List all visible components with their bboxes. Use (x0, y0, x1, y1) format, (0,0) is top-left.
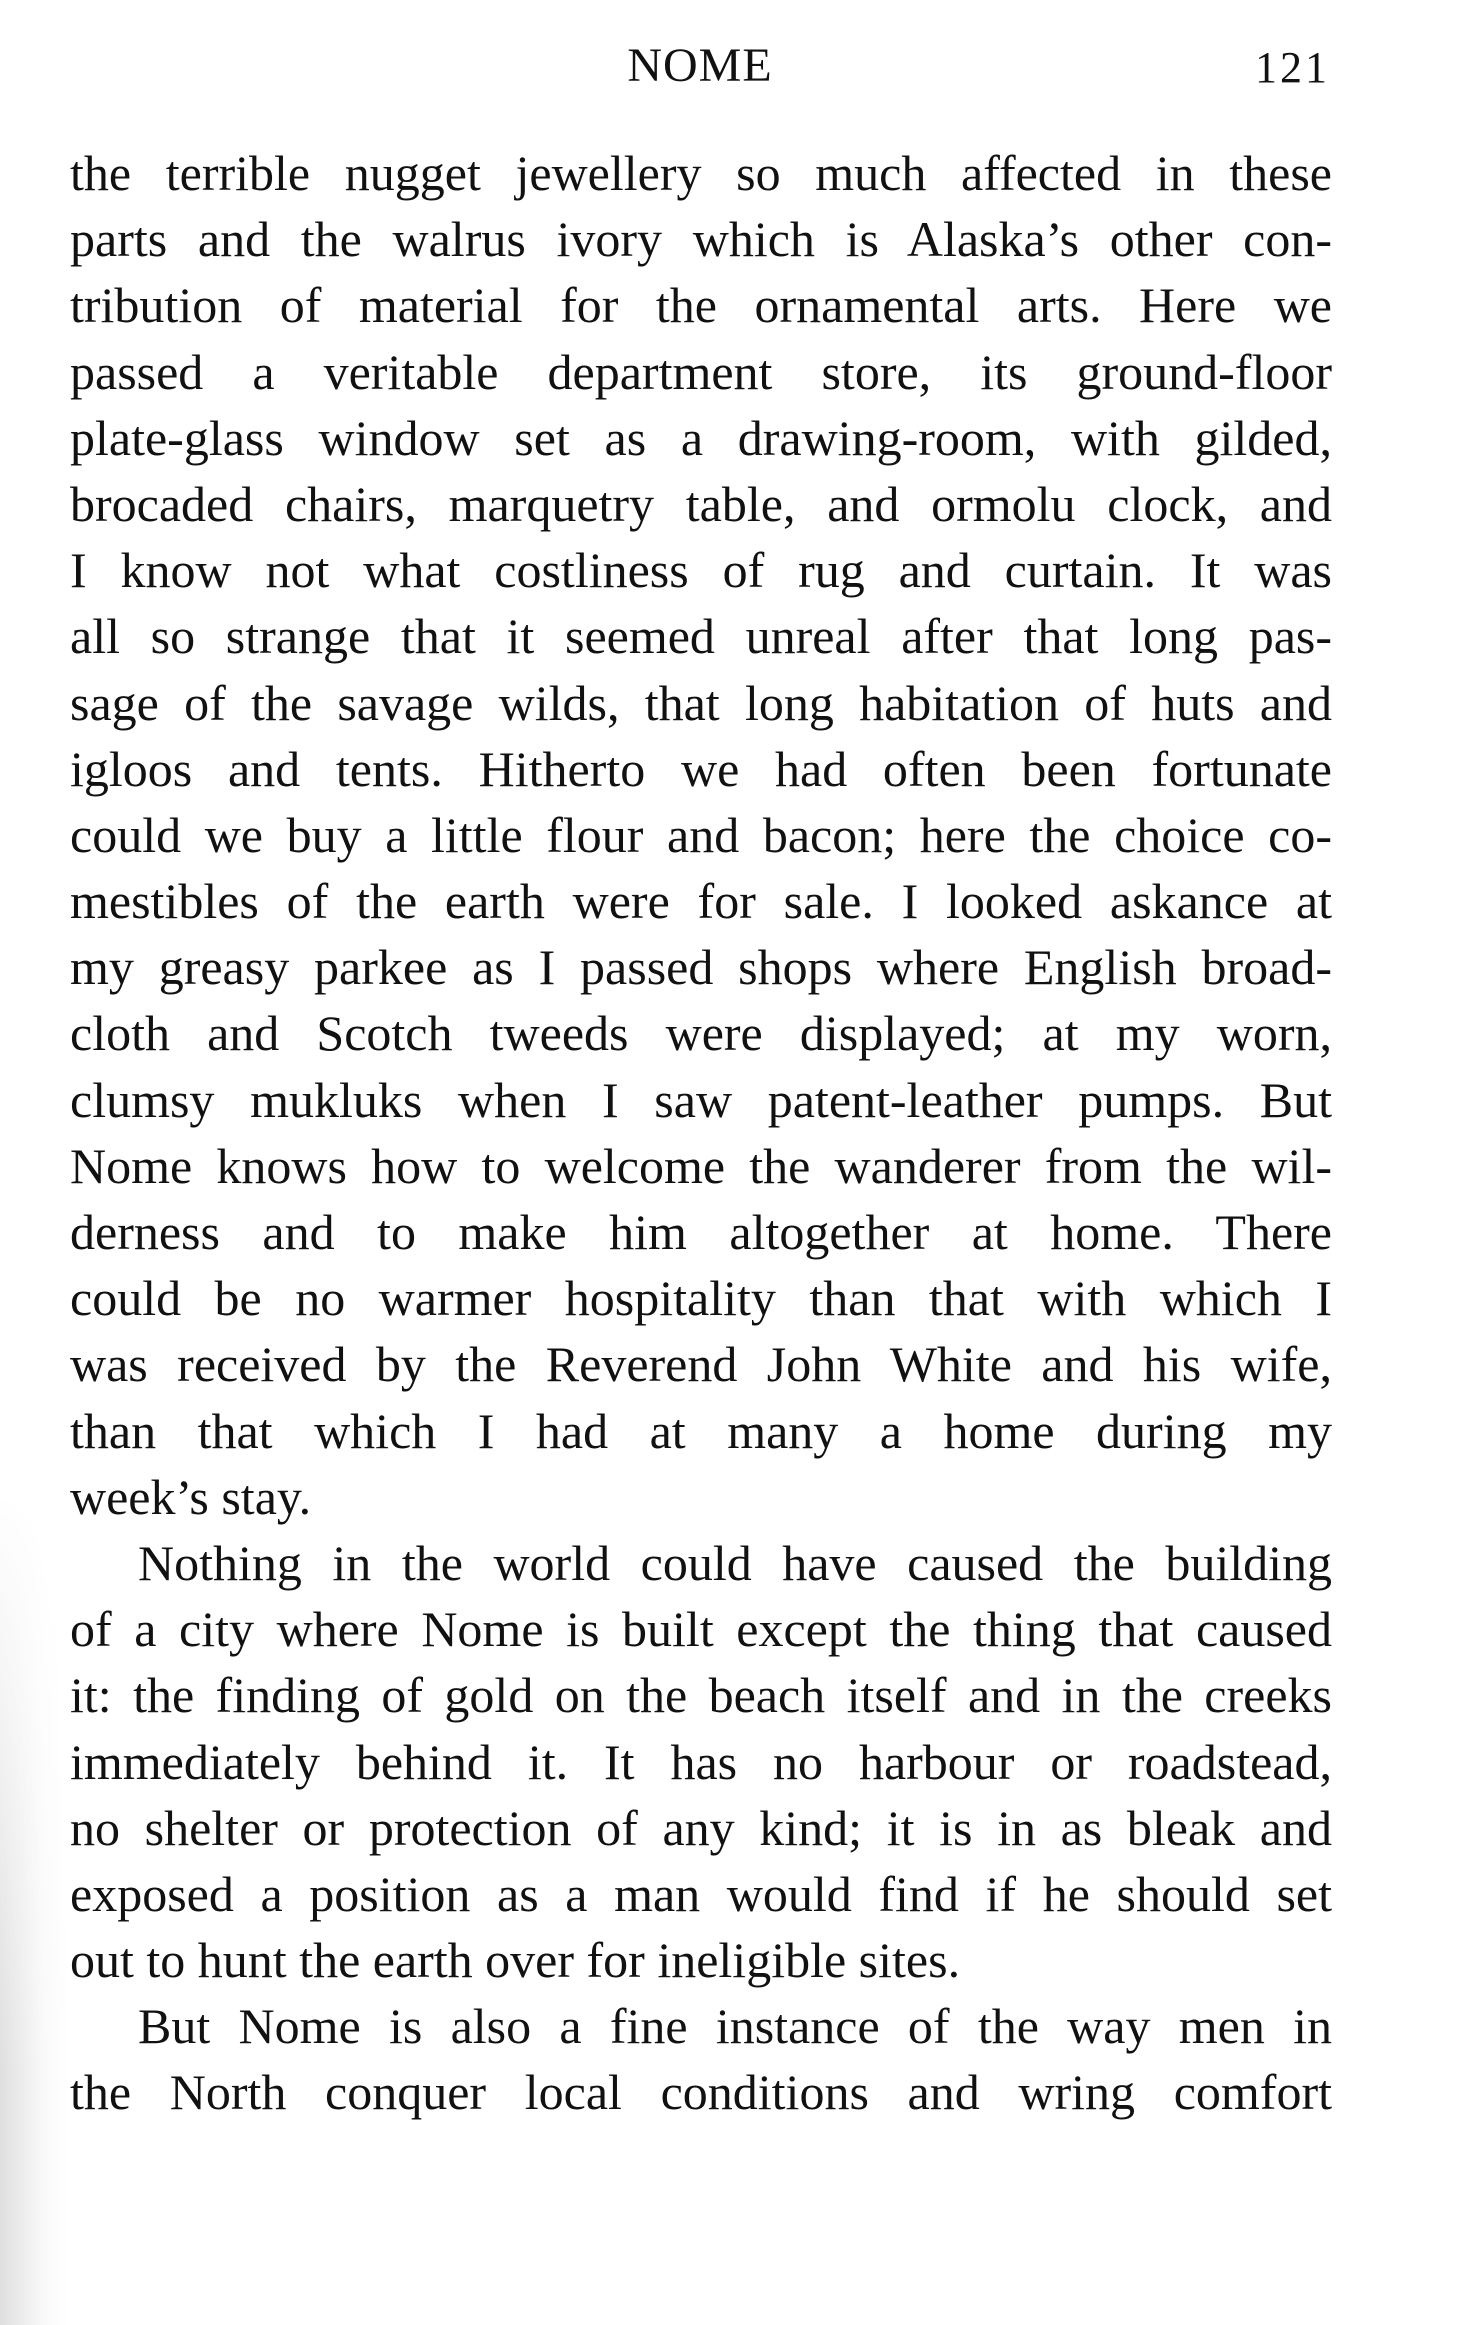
text-line: passed a veritable department store, its ground-floor (70, 343, 1332, 400)
paragraph-3 (70, 1993, 1332, 2125)
text-line: I know not what costliness of rug and curtain. It was (70, 542, 1332, 599)
scan-gutter-shadow (0, 1480, 70, 2325)
text-line: sage of the savage wilds, that long habitation of huts and (70, 674, 1332, 731)
text-line: But Nome is also a fine instance of the way men in (138, 1998, 1332, 2055)
text-line: than that which I had at many a home during my (70, 1402, 1332, 1459)
text-line: Nothing in the world could have caused the building (138, 1534, 1332, 1591)
text-line: of a city where Nome is built except the thing that caused (70, 1601, 1332, 1658)
paragraph-1 (70, 140, 1332, 1530)
text-line: was received by the Reverend John White and his wife, (70, 1336, 1332, 1393)
text-line: week’s stay. (70, 1468, 312, 1525)
text-line: tribution of material for the ornamental arts. Here we (70, 277, 1332, 334)
text-line: cloth and Scotch tweeds were displayed; at my worn, (70, 1005, 1332, 1062)
text-line: the terrible nugget jewellery so much affected in these (70, 145, 1332, 201)
body-text (70, 140, 1332, 2126)
text-line: my greasy parkee as I passed shops where English broad- (70, 939, 1332, 996)
text-line: no shelter or protection of any kind; it is in as bleak and (70, 1799, 1332, 1856)
text-line: all so strange that it seemed unreal after that long pas- (70, 608, 1332, 665)
text-line: clumsy mukluks when I saw patent-leather pumps. But (70, 1071, 1332, 1128)
text-line: could we buy a little flour and bacon; here the choice co- (70, 806, 1332, 863)
text-line: parts and the walrus ivory which is Alaska’s other con- (70, 211, 1332, 268)
text-line: out to hunt the earth over for ineligible sites. (70, 1932, 961, 1989)
text-line: exposed a position as a man would find if he should set (70, 1865, 1332, 1922)
text-line: the North conquer local conditions and wring comfort (70, 2064, 1332, 2121)
text-line: mestibles of the earth were for sale. I looked askance at (70, 873, 1332, 930)
text-line: igloos and tents. Hitherto we had often been fortunate (70, 740, 1332, 797)
text-line: could be no warmer hospitality than that with which I (70, 1270, 1332, 1327)
page-number: 121 (1255, 43, 1330, 92)
text-line: it: the finding of gold on the beach itself and in the creeks (70, 1667, 1332, 1724)
text-line: brocaded chairs, marquetry table, and ormolu clock, and (70, 475, 1332, 532)
text-line: immediately behind it. It has no harbour or roadstead, (70, 1733, 1332, 1790)
text-line: derness and to make him altogether at home. There (70, 1204, 1332, 1260)
paragraph-2 (70, 1530, 1332, 1993)
running-title: NOME (627, 39, 773, 92)
running-head (70, 38, 1330, 108)
text-line: Nome knows how to welcome the wanderer from the wil- (70, 1137, 1332, 1194)
text-line: plate-glass window set as a drawing-room, with gilded, (70, 409, 1332, 466)
